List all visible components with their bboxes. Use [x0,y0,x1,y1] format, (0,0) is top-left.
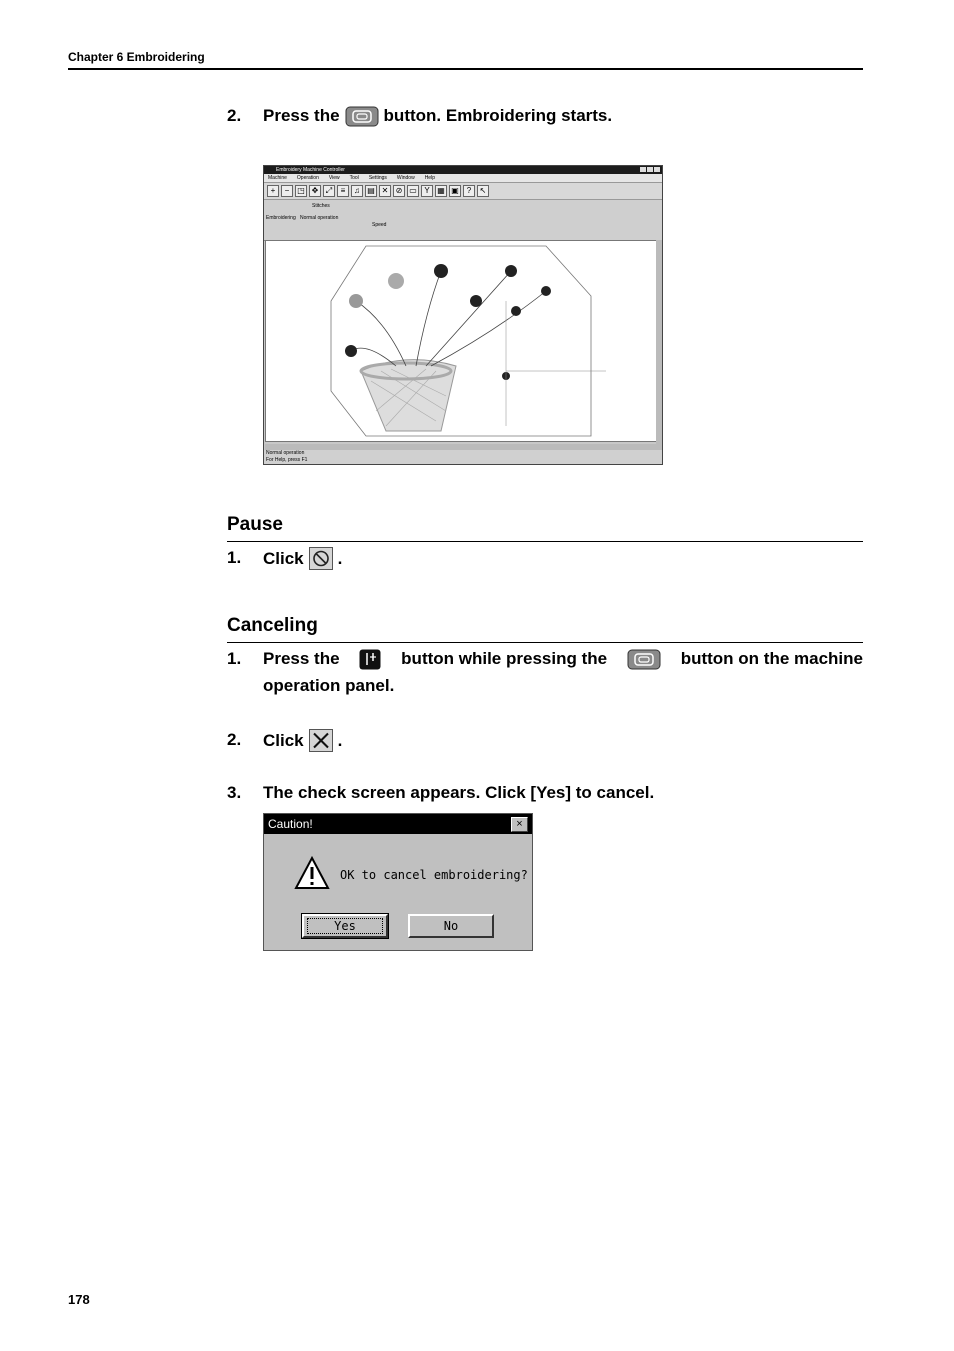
embroidering-label: Embroidering [266,215,296,221]
canceling-step-3 [0,782,954,804]
step-number: 2. [227,106,242,125]
chapter-header: Chapter 6 Embroidering [68,50,205,64]
cross-icon [309,729,333,752]
step-number: 1. [227,548,242,567]
step-text-before: Press the [263,106,340,125]
move-icon[interactable]: ✥ [309,185,321,197]
bell-icon[interactable]: ♫ [351,185,363,197]
window-statusbar [264,450,662,464]
flower-basket-design [266,241,656,441]
menu-machine[interactable]: Machine [268,175,287,181]
vertical-scrollbar[interactable] [656,240,662,450]
window-controls [640,167,660,172]
step-number: 1. [227,649,242,668]
pause-heading: Pause [227,514,283,535]
dialog-message: OK to cancel embroidering? [340,868,528,882]
window-toolbar [264,183,662,200]
header-rule [68,68,863,70]
window-title: Embroidery Machine Controller [276,167,345,173]
step-start-embroidering [0,105,954,127]
zoom-in-icon[interactable]: + [267,185,279,197]
menu-tool[interactable]: Tool [349,175,359,181]
no-button[interactable]: No [408,914,494,938]
cancel-tool-icon[interactable]: ✕ [379,185,391,197]
context-help-icon[interactable]: ↖ [477,185,489,197]
window-titlebar [264,166,662,174]
pause-step-1 [0,547,954,571]
yes-button[interactable] [302,914,388,938]
select-icon[interactable]: ◳ [295,185,307,197]
grid-icon[interactable]: ▦ [435,185,447,197]
step-text-before: Click [263,730,304,750]
canceling-heading: Canceling [227,615,318,636]
step-text-part1: Press the [263,649,340,668]
speed-label: Speed [372,222,387,228]
design-canvas[interactable] [265,240,657,442]
pause-rule [227,541,863,542]
dialog-titlebar [264,814,532,834]
start-button-icon [627,649,661,670]
trim-icon[interactable]: Y [421,185,433,197]
dialog-title: Caution! [268,817,313,831]
window-menubar [264,174,662,183]
stitches-label: Stitches [312,203,330,209]
monitor-icon[interactable]: ▣ [449,185,461,197]
step-text: The check screen appears. Click [Yes] to cancel. [263,783,655,802]
step-number: 2. [227,730,242,749]
start-button-icon [345,106,379,127]
menu-view[interactable]: View [328,175,340,181]
step-text-after: button. Embroidering starts. [383,106,613,125]
page-number: 178 [68,1292,90,1307]
step-text-after: . [337,730,343,750]
needle-button-icon [359,649,381,670]
mode-label: Normal operation [300,215,339,221]
statusbar-line2: For Help, press F1 [266,457,308,463]
statusbar-line1: Normal operation [266,450,305,456]
maximize-icon[interactable] [647,167,653,172]
fit-icon[interactable]: ⤢ [323,185,335,197]
frame-icon[interactable]: ▭ [407,185,419,197]
print-icon[interactable]: ▤ [365,185,377,197]
canceling-rule [227,642,863,643]
dialog-close-button[interactable]: × [511,817,528,832]
lines-icon[interactable]: ≡ [337,185,349,197]
help-icon[interactable]: ? [463,185,475,197]
step-text-part2: button while pressing the [401,649,608,668]
canceling-step-2 [0,729,954,753]
menu-settings[interactable]: Settings [368,175,387,181]
step-text-after: . [337,548,343,568]
menu-help[interactable]: Help [424,175,435,181]
window-status-panel [264,200,662,241]
menu-operation[interactable]: Operation [296,175,319,181]
menu-window[interactable]: Window [396,175,415,181]
step-text-part3: button on the machine [680,649,863,668]
stop-circle-icon [309,547,333,570]
step-number: 3. [227,783,242,802]
canceling-step-1 [0,648,954,672]
caution-dialog [263,813,533,951]
warning-triangle-icon [294,856,330,890]
minimize-icon[interactable] [640,167,646,172]
embroidery-app-window [263,165,663,465]
zoom-out-icon[interactable]: − [281,185,293,197]
canceling-step-1-line2: operation panel. [263,676,395,695]
stop-tool-icon[interactable]: ⊘ [393,185,405,197]
yes-button-label: Yes [307,918,383,934]
close-icon[interactable] [654,167,660,172]
step-text-before: Click [263,548,304,568]
